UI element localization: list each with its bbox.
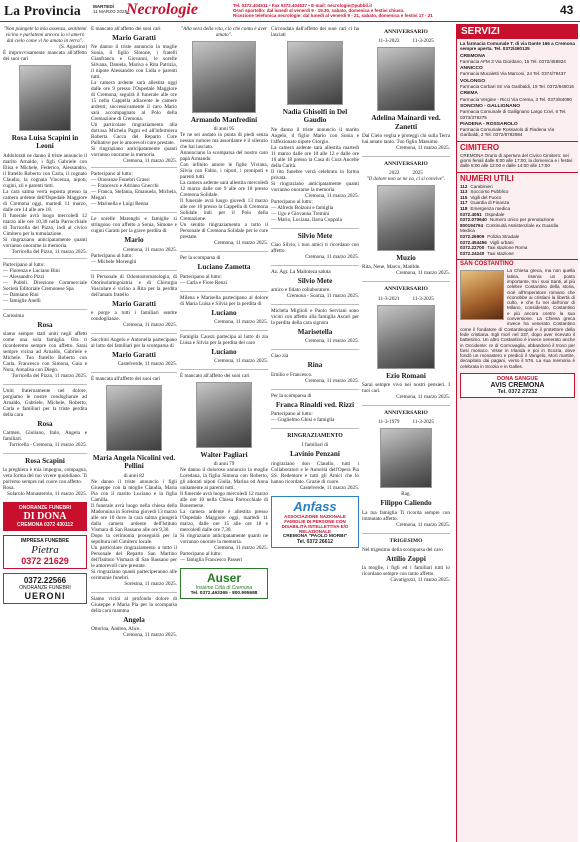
contact-line: Ricezione telefonica necrologie: dal lunedì al venerdì 9 - 21, sabato, domenica e festivi 17 - 21 (233, 13, 433, 19)
participants-list: Partecipano al lutto: — Guglielmo Ghisi e famiglia (271, 411, 335, 424)
notice-title: ANNIVERSARIO (384, 286, 428, 293)
issue-day: MARTEDÌ (93, 4, 114, 9)
place-date: Cremona, 11 marzo 2025. (123, 246, 177, 253)
cemetery-text: CREMONA Orario di apertura del Civico Cimitero: nei giorni feriali dalle 8:00 alle 17:00, la domenica e i festivi dalle 8:00 alle 12:00 e dalle 14:00 alle 17:00 (460, 152, 573, 169)
ad-name: UERONI (24, 591, 66, 602)
notice-title: TRIGESIMO (389, 537, 423, 544)
obituary-notice (91, 274, 177, 328)
number-label: Carabinieri (470, 183, 493, 189)
divider (271, 228, 359, 229)
obituary-notice (91, 596, 177, 638)
notice-text: La camera ardente sarà allestita martedì 11 marzo dalle ore 10 alle 12 e dalle ore 16 alle 18 presso la Casa di Cura Ancelle della Carità. (271, 144, 359, 169)
column-2 (91, 26, 177, 842)
notice-text: Nel trigesimo della scomparsa del caro (362, 546, 443, 553)
notice-text: Il funerale avrà luogo mercoledì 12 marzo alle ore 10,30 nella Parrocchiale di Torricella del Pizzo, indi al civico Cimitero per la tumulazione. (3, 212, 87, 237)
cemetery-title: CIMITERO (457, 141, 578, 153)
obituary-notice (3, 388, 87, 448)
place-date: Cremona, 11 marzo 2025. (396, 394, 450, 401)
divider (3, 453, 87, 454)
phone-number: 800194764 (460, 222, 483, 228)
obituary-notice (271, 393, 359, 423)
notice-text: Si ringraziano anticipatamente quanti vorranno onorarne la memoria. (3, 236, 87, 249)
notice-text: Milena e Marisella partecipano al dolore di Maria Luisa e Silvia per la perdita di (180, 294, 268, 307)
participants-list: Partecipano al lutto: — Carla e Fiore Renzi (180, 273, 227, 286)
funeral-ad-ueroni (3, 573, 87, 604)
participants-title: Partecipano al lutto: (3, 261, 45, 268)
place-date: Cremona, 11 marzo 2025. (396, 521, 450, 528)
number-row (457, 251, 578, 257)
notice-title: RINGRAZIAMENTO (287, 433, 343, 440)
portrait-photo (196, 382, 252, 448)
quote: "Il dolore non se ne va, ci si convive". (366, 176, 446, 183)
saint-image (460, 270, 504, 320)
notice-text: Un particolare ringraziamento alla dott.ssa Michela Pagni ed all'infermiera Roberta Cacca del Reparto Cure Palliative per le amorevoli cure prestate. (91, 122, 177, 147)
notice-text: Michela Migliolì e Paolo Serviani sono vicini con affetto alla famiglia Ascari per la perdita della cara signora (271, 308, 359, 327)
ad-title: IMPRESA FUNEBRE (20, 538, 70, 545)
number-row (457, 223, 578, 234)
contact-line: Tel. 0372.404511 • Fax 0372.404537 • E-mail: necrologie@pubbli.it (233, 3, 373, 8)
ad-title: DONA SANGUE (496, 376, 539, 382)
divider (362, 156, 450, 157)
deceased-name: Franca Rinaldi ved. Rizzi (275, 400, 355, 409)
divider (91, 167, 177, 168)
place-date: Cavatigozzi, 11 marzo 2025. (390, 577, 450, 584)
phone-number: 118 (460, 206, 468, 212)
pharmacy-list (457, 54, 578, 138)
divider (180, 291, 268, 292)
age: di anni 95 (213, 126, 235, 133)
auser-ad (180, 568, 268, 599)
notice-text: Ne danno il triste annuncio il marito Angelo, il figlio Mario con Sonia e l'affezionato nipote Giorgio. (271, 126, 359, 145)
participants-title: Partecipano al lutto: (91, 171, 133, 178)
anniversary-notice (362, 409, 450, 528)
obituary-notice (91, 216, 177, 264)
number-label: Polizia Stradale (487, 233, 520, 239)
number-label: Soccorso Pubblico (470, 189, 509, 195)
place-date: Cremona, 11 marzo 2025. (305, 253, 359, 260)
number-label: Vigili del Fuoco (470, 194, 502, 200)
years: 11-3-2021 11-3-2025 (378, 295, 434, 302)
deceased-name: Mario (124, 236, 144, 245)
notice-text: Le sorelle Marenghi e famiglie si stringono con affetto a Sonia, Simone e cugini Garatti per la grave perdita di (91, 216, 177, 235)
signature: Emilio e Francesco. (271, 371, 313, 378)
notice-title: ANNIVERSARIO (384, 410, 428, 417)
divider (91, 333, 177, 334)
place-date: Cremona, 11 marzo 2025. (396, 144, 450, 151)
ad-name: Pietra (31, 544, 59, 557)
title-label: Rag. (401, 491, 411, 498)
deceased-name: Silvio Mete (297, 276, 333, 285)
number-label: Taxi stazione (487, 250, 514, 256)
notice-text: Ne danno il doloroso annuncio la moglie Loredana, la figlia Simona con Roberto, gli adorati nipoti Giulia, Marina ed Anna unitamente ai parenti tutti. (180, 467, 268, 492)
years: 11-3-2022 11-3-2025 (378, 38, 434, 45)
phone-number: 0372.454456 (460, 239, 487, 245)
deceased-name: Angela (123, 615, 145, 624)
phone-number: 117 (460, 200, 468, 206)
participants-list: Partecipano al lutto: — Michele Morenghi (91, 252, 137, 265)
deceased-name: Adelina Mainardi ved. Zanetti (371, 114, 441, 131)
deceased-name: Filippo Caliendo (380, 499, 432, 508)
deceased-name: Rosa (37, 320, 53, 329)
place-date: Cremona, 11 marzo 2025. (123, 158, 177, 165)
divider (271, 389, 359, 390)
notice-text: Si ringraziano anticipatamente quanti vorranno onorarne la memoria. (271, 180, 359, 193)
place-date: Cremona, 11 marzo 2025. (123, 321, 177, 328)
divider (362, 533, 450, 534)
ad-name: DI DONA (23, 511, 67, 523)
number-label: Continuità Assistenziale ex Guardia Medica (460, 222, 559, 234)
column-4 (271, 26, 359, 842)
ad-line: ASSOCIAZIONE NAZIONALE FAMIGLIE DI PERSONE CON DISABILITÀ INTELLETTIVA E/O RELAZIONALE (281, 513, 349, 535)
obituary-notice (180, 295, 268, 325)
notice-text: Il funerale avrà luogo mercoledì 12 marzo alle ore 10 nella Chiesa Parrocchiale di Bonemerse. (180, 491, 268, 510)
place-date: Cremona - Soarza, 11 marzo 2025. (286, 293, 359, 300)
notice-text: Si ringraziano anticipatamente quanti vorranno onorarne la memoria. (91, 146, 177, 159)
place-date: Torricella del Pizzo, 11 marzo 2025. (11, 372, 87, 379)
phone-number: 0372.22700 (460, 245, 485, 251)
deceased-name: Luciano Zametta (197, 263, 251, 272)
deceased-name: Rosa (37, 419, 53, 428)
deceased-name: Mario Garatti (112, 34, 156, 42)
place-date: Cremona, 11 marzo 2025. (305, 338, 359, 345)
notice-text: Il funerale avrà luogo nella chiesa della Madonnina in Soresina giovedì 13 marzo alle ore 10 dove la cara salma giungerà dalla camera ardente dell'Istituto Vismara di San Bassano alle ore 9,30. (91, 502, 177, 533)
services-title: SERVIZI (457, 24, 578, 39)
notice-title: ANNIVERSARIO (384, 160, 428, 167)
pharmacy-text: Farmacia Comunale di Gallignano Largo Covi, 6 Tel. 0373/378275 (460, 109, 567, 120)
divider (3, 309, 87, 310)
pharmacy-town: VOLONGO (460, 78, 485, 84)
place-date: Cremona, 11 marzo 2025. (214, 318, 268, 325)
funeral-ad-pietra (3, 535, 87, 569)
participants-list: Partecipano al lutto: — famiglia Francesco Passeri (180, 551, 243, 564)
deceased-name: Rosa Luisa Scapini in Leoni (11, 134, 79, 151)
anffas-ad (271, 496, 359, 549)
portrait-photo (287, 41, 343, 105)
divider (271, 349, 359, 350)
portrait-photo (380, 428, 432, 488)
ad-title: ONORANZE FUNEBRI (19, 585, 71, 592)
anniversary-notice (362, 28, 450, 151)
place-date: Castelverde, 11 marzo 2025. (299, 484, 359, 491)
obituary-notice (3, 26, 87, 304)
notice-text: Dopo la cerimonia proseguirà per la sepoltura nel Cimitero locale. (91, 532, 177, 545)
column-1 (3, 26, 87, 842)
portrait-photo (377, 185, 435, 251)
notice-text: Ne danno il triste annuncio i figli Giuseppe con la moglie Claudia, Maria Pia con il marito Luciano e la figlia Camilla. (91, 478, 177, 503)
avis-ad (460, 373, 575, 398)
deceased-name: Nadia Ghisolfi in Del Gaudio (282, 108, 348, 125)
notice-text: la preghiera è mia impegno, compagna, vera forma del tuo vivere quotidiano. Ti porremo sempre nel cuore con affetto. (3, 467, 87, 486)
deceased-name: Luciano (211, 347, 237, 356)
notice-text: Per la scomparsa di (271, 392, 312, 399)
participants-list: — Fiorenza e Luciano Bini — Alessandro Pizzi — Pubbli. Direzione Commerciale Società Editoriale Cremonese Spa — Damiano Rini — famiglie Anelli (3, 267, 87, 304)
divider (271, 304, 359, 305)
obituary-notice (271, 26, 359, 223)
pharmacy-town: PIADENA - ROSSAROLO (460, 121, 518, 127)
numbers-list (457, 184, 578, 257)
pharmacy-text: Farmacia AFM 3 Via Giordano, 15 Tel. 0372/458924 (460, 58, 566, 64)
quote-author: (S. Agostino) (59, 44, 87, 50)
services-sidebar (456, 24, 578, 842)
notice-text: Sacchini Angelo e Antonella partecipano al lutto dei familiari per la scomparsa di (91, 336, 177, 349)
pharmacy-town: ANNICCO (460, 66, 483, 72)
number-label: Ospedale (484, 211, 505, 217)
phone-number: 115 (460, 194, 468, 200)
divider (180, 330, 268, 331)
notice-text: Az. Agr. La Malinteza saluta (271, 268, 331, 275)
notice-text: Dal Cielo veglia e proteggi chi sulla Terra hai amato tanto. Tuo figlio Massimo. (362, 132, 450, 145)
services-intro: La farmacia Comunale T. di via Dante 166 a Cremona sempre aperta. Tel. 0372/460135 (460, 41, 575, 52)
ad-phone: 0372 21629 (21, 556, 69, 567)
divider (91, 592, 177, 593)
place-date: Cremona, 11 marzo 2025. (305, 377, 359, 384)
page-header (0, 0, 580, 22)
place-date: Cremona, 11 marzo 2025. (214, 545, 268, 552)
number-label: Taxi stazione Roma (487, 245, 528, 251)
notice-text: Sarai sempre vivo nei nostri pensieri. I tuoi cari. (362, 382, 450, 395)
ad-phone: Tel. 0372.463365 - 800.995988 (190, 591, 258, 597)
place-date: Cremona, 11 marzo 2025. (123, 632, 177, 639)
participants-list: — Onoranze Funebri Grassi — Francesco e Adriano Gnecchi — Franca, Stefania, Emanuela, Michela, Megari — Marinella e Luigi Benna (91, 177, 177, 208)
deceased-name: Mario Garatti (112, 299, 156, 308)
deceased-name: Mario Garatti (112, 350, 156, 359)
place-date: Torricella - Cremona, 11 marzo 2025. (8, 442, 87, 449)
ad-subline: CREMONA "PAOLO MORBI" (282, 534, 348, 540)
deceased-name: Maria Angela Nicolini ved. Pellini (92, 454, 176, 471)
notice-text: ringraziano don Claudio, tutti i Collaboratori e le Autorità dell'Opera Pia SS. Redentore e tutti gli Amici che lo hanno ricordato. Grazie di cuore. (271, 460, 359, 485)
anniversary-notice (362, 160, 450, 277)
notice-text: La cara salma verrà esposta presso la camera ardente dell'Ospedale Maggiore di Cremona oggi, martedì 11 marzo, dalle ore 14 alle ore 18. (3, 188, 87, 213)
signature: Rosa. (3, 485, 15, 492)
portrait-photo (106, 385, 162, 451)
notice-text: Il rito funebre verrà celebrato in forma privata. (271, 168, 359, 181)
pharmacy-text: Farmacia Mucaletti Via Marconi, 24 Tel. 0374/79437 (460, 71, 566, 77)
divider (91, 270, 177, 271)
notice-text: Il funerale avrà luogo giovedì 13 marzo alle ore 10 presso la Cappella di Cremona Solidale indi per il Polo della Cremazione. (180, 198, 268, 223)
notice-text: La camera ardente sarà allestita mercoledì 12 marzo dalle ore 9 alle ore 18 presso Cremona Solidale. (180, 180, 268, 199)
divider (362, 405, 450, 406)
phone-number: 0372.070640 (460, 217, 487, 223)
place-date: Soresina, 11 marzo 2025. (124, 580, 177, 587)
pharmacy-text: Farmacia Comunale Rossarolo di Piadena Via Garibaldi, 2 Tel. 0372/8792984 (460, 127, 555, 138)
deceased-name: Marisetella (297, 328, 333, 337)
notice-text: Per la scomparsa di (180, 255, 221, 262)
intro-text: È improvvisamente mancata all'affetto dei suoi cari (3, 50, 87, 62)
column-5 (362, 26, 450, 842)
number-label: Guardia di Finanza (470, 200, 510, 206)
deceased-name: Silvio Mete (297, 231, 333, 240)
obituary-notice (271, 353, 359, 383)
ad-phone: 0372.22566 (23, 576, 67, 586)
obituary-notice (271, 308, 359, 344)
notice-text: Ciao zia (271, 353, 289, 360)
ad-name: Auser (206, 571, 241, 586)
notice-text: La camera ardente è allestita presso l'Ospedale Maggiore oggi, martedì 11 marzo, dalle ore 15 alle ore 18 e mercoledì dalle ore 7,30. (180, 509, 268, 534)
age: di anni 82 (123, 472, 145, 479)
notice-text: Ciao Silvio, i tuoi amici ti ricordano con affetto. (271, 241, 359, 254)
obituary-notice (3, 457, 87, 497)
ad-title: ONORANZE FUNEBRI (18, 505, 72, 512)
notice-text: Con infinito amore le figlie Viviana, Silvia con Fabio, i nipoti, i pronipoti e parenti tutti. (180, 162, 268, 181)
ad-line: Insieme Città di Cremona (195, 585, 253, 592)
number-label: Numero unico per prenotazione (489, 217, 555, 223)
notice-text: Famiglia Causzi partecipa al lutto di zia Luisa e Silvia per la perdita del caro (180, 333, 268, 346)
obituary-notice (91, 376, 177, 587)
place-date: Cremona, 11 marzo 2025. (214, 358, 268, 365)
divider (3, 384, 87, 385)
divider (180, 251, 268, 252)
participants-list: Partecipano al lutto: — Alfredo Bolzoni e famiglia — Ugo e Giovanna Tremini — Mario, Luciana, Ilaria Coppola (271, 198, 342, 223)
ad-name: AVIS CREMONA (490, 382, 545, 389)
deceased-name: Armando Manfredini (190, 116, 258, 124)
notice-text: Rita, Nene, Marco, Matilde. (362, 264, 421, 271)
years: 11-3-1979 11-3-2025 (378, 419, 434, 426)
saint-text: La Chiesa greca, ma non quella latina, riserva un posto importante, tra i suoi Santi, al più celebre Costantino della storia, cioè all'Imperatore romano che riconobbe ai cristiani la libertà di culto, e che fu nei dall'onor di Milano, considerato, Costantino e più ancora contro la sua conversione. La Chiesa greca invece ha venerato Costantino come il fondatore di Costantinopoli e il protettore della fede cristiana. Egli morì nel 337, dopo aver ricevuto il battesimo. Un altro Costantino è invece venerato anche in Occidente: re di Cornovaglia, abbandonò il trono per farsi monaco. Visse in Irlanda e poi in Scozia, dove fondò un monastero e predicò il Vangelo. Morì martire, decapitato dai pagani, verso il 576. La sua memoria è celebrata in Scozia e in Galles. (460, 268, 575, 369)
deceased-name: Rina (307, 361, 323, 370)
notice-text: Siamo vicini al profondo dolore di Giuseppe e Maria Pia per la scomparsa della cara mamma (91, 595, 177, 614)
signature: Ottorina, Andrea, Alice. (91, 626, 141, 633)
deceased-name: Muzio (396, 254, 416, 263)
phone-number: 0372.24240 (460, 250, 485, 256)
notice-text: Un particolare ringraziamento a tutto il Personale del Reparto San Martino dell'Istituto Vismara di San Bassano per le amorevoli cure prestate. (91, 544, 177, 569)
intro-text: Circondata dall'affetto dei suoi cari ci ha lasciati (271, 26, 359, 38)
notice-text: Il Personale di Odontostomatologia, di Otorinolaringoiatria e di Chirurgia Vascolare è vicino a Rita per la perdita dell'amato fratello (91, 273, 177, 298)
intro-text: È mancato all'affetto dei suoi cari (91, 26, 161, 32)
place-date: Cremona, 11 marzo 2025. (305, 192, 359, 199)
saint-of-day-title: SAN COSTANTINO (457, 259, 578, 268)
phone-number: 0372.26909 (460, 233, 485, 239)
obituary-notice (91, 26, 177, 207)
notice-text: amico e fidato collaboratore. (271, 287, 331, 294)
obituary-notice (180, 26, 268, 246)
notice-text: Ne danno il triste annuncio la moglie Sonia, il figlio Simone, i fratelli Gianfranco e Giovanni, le sorelle Silvana, Daniela, Mariva e Rita Patrizia, il nipote Alessandro con Lidia e parenti tutti. (91, 44, 177, 81)
notice-title: ANNIVERSARIO (384, 29, 428, 35)
place-date: Cremona, 11 marzo 2025. (214, 240, 268, 247)
issue-date (93, 4, 127, 15)
ad-phone: Tel. 0372 26612 (296, 539, 334, 546)
obituary-notice (91, 337, 177, 367)
phone-number: 112 (460, 183, 468, 189)
contact-line: Orari sportello: dal lunedì al venerdì 9 - 19.30, sabato, domenica e festivi chiuso. (233, 8, 405, 14)
column-3 (180, 26, 268, 842)
deceased-name: Ezio Romani (386, 371, 426, 380)
divider (180, 369, 268, 370)
notice-text: I familiari di (301, 442, 329, 449)
obituary-notice (180, 373, 268, 563)
portrait-photo (19, 65, 71, 131)
ad-name: Anfass (293, 498, 337, 514)
newspaper-brand: La Provincia (4, 3, 81, 18)
phone-number: 113 (460, 189, 468, 195)
obituary-notice (271, 232, 359, 260)
notice-text: La tua famiglia Ti ricorda sempre con immutato affetto. (362, 509, 450, 522)
obituary-notice (3, 313, 87, 379)
notice-text: e porge a tutti i familiari sentite condoglianze. (91, 309, 177, 322)
section-title: Necrologie (126, 1, 198, 18)
contact-info (233, 3, 551, 19)
ad-phone: Tel. 0372 27232 (497, 389, 538, 395)
trigesimo-notice (362, 537, 450, 584)
intro-text: È mancato all'affetto dei suoi cari (180, 373, 250, 380)
notice-text: Si ringraziano anticipatamente quanti ne vorranno onorare la memoria. (180, 533, 268, 546)
signature: Carmen, Giuliano, Italo, Angela e familiari. (3, 430, 87, 443)
portrait-photo (377, 305, 435, 369)
notice-text: siamo sempre stati uniti negli affetti come una sola famiglia. Ora ti ricorderemo sempre con affetto. Sarai sempre vicina ad Arnaldo, Gabriele e Michele. Tuo fratello Roberto con Carla, Francesco con Simona, Gaia e Nora, Annalisa con Diego. (3, 330, 87, 373)
obituary-notice (180, 334, 268, 364)
notice-text: Te ne sei andato in punta di piedi senza nessun rumore ma assordante è il silenzio che hai lasciato. (180, 132, 268, 151)
pharmacy-town: SONCINO - GALLIGNANO (460, 103, 521, 109)
place-date: Torricella del Pizzo, 11 marzo 2025. (11, 248, 87, 255)
number-label: Emergenza medica (470, 206, 510, 212)
quote: "Alla sera della vita, ciò che conta è aver amato". (180, 26, 268, 38)
notice-text: Si ringraziano quanti parteciperanno alle cerimonie funebri. (91, 568, 177, 581)
portrait-photo (377, 47, 435, 111)
deceased-name: Attilio Zoppi (386, 554, 426, 563)
deceased-name: Walter Pagliari (200, 451, 248, 460)
divider (362, 281, 450, 282)
obituary-notice (180, 255, 268, 285)
pharmacy-town: CREMONA (460, 53, 486, 59)
deceased-name: Rosa Scapini (25, 457, 65, 466)
age: di anni 79 (213, 461, 235, 468)
issue-date-text: 11 MARZO 2025 (93, 9, 128, 15)
years: 2022 2025 (389, 170, 423, 177)
thanks-notice (271, 432, 359, 491)
divider (91, 372, 177, 373)
anniversary-notice (362, 285, 450, 400)
place-date: Cremona, 11 marzo 2025. (396, 270, 450, 277)
number-label: Vigili urbani (489, 239, 514, 245)
deceased-name: Luciano (211, 308, 237, 317)
place-date: Solarolo Monasterolo, 11 marzo 2025. (7, 491, 87, 498)
portrait-photo (192, 41, 256, 113)
pharmacy-town: CREMA (460, 91, 478, 97)
intro-text: Carissima (3, 312, 24, 319)
place-date: Castelverde, 11 marzo 2025. (117, 361, 177, 368)
quote: "Non piangete la mia assenza, sentitemi vicino e parlatemi ancora io vi amerò dal cielo come vi ho amato in terra". (3, 26, 87, 44)
divider (3, 258, 87, 259)
phone-number: 0372.4051 (460, 211, 482, 217)
pharmacy-text: Farmacia Vergine - Ricci Via Crema, 3 Tel. 0373/84090 (460, 96, 572, 102)
deceased-name: Lavinio Penzani (290, 450, 340, 459)
divider (271, 265, 359, 266)
divider (271, 428, 359, 429)
notice-text: Annunciano la scomparsa del nostro caro papà Armando. (180, 150, 268, 163)
notice-text: Addolorati ne danno il triste annuncio il marito Arnaldo, i figli Gabriele con Elisa e Michele, Federico, Alessandro, il fratello Roberto con Carla, il cognato Claudio, la cognata Vincenza, nipoti, cugini, zii e parenti tutti. (3, 152, 87, 189)
divider (91, 212, 177, 213)
page-number: 43 (560, 3, 574, 17)
notice-text: la moglie, i figli ed i familiari tutti lo ricordano sempre con tanto affetto. (362, 565, 450, 578)
notice-text: Un sentito ringraziamento a tutto il Personale di Cremona Solidale per le cure prestate. (180, 222, 268, 241)
intro-text: È mancata all'affetto dei suoi cari (91, 376, 161, 383)
funeral-ad-didona (3, 502, 87, 531)
obituary-notice (271, 269, 359, 299)
numbers-title: NUMERI UTILI (457, 172, 578, 184)
notice-text: Uniti fraternamente nel dolore, porgiamo le nostre condoglianze ad Arnaldo, Gabriele, Michele, Roberto, Carla e familiari per la triste perdita della cara (3, 387, 87, 418)
pharmacy-text: Farmacia Corbari Sri Via Garibaldi, 19 Tel. 0372/845016 (460, 84, 574, 90)
ad-phone: CREMONA 0372 430112 (17, 522, 73, 529)
notice-text: La camera ardente sarà allestita oggi dalle ore 9 presso l'Ospedale Maggiore di Cremona, seguirà il funerale alle ore 15 nella Cappella adiacente le camere ardenti; successivamente il caro Mario sarà accompagnato al Polo della Cremazione di Cremona. (91, 80, 177, 123)
